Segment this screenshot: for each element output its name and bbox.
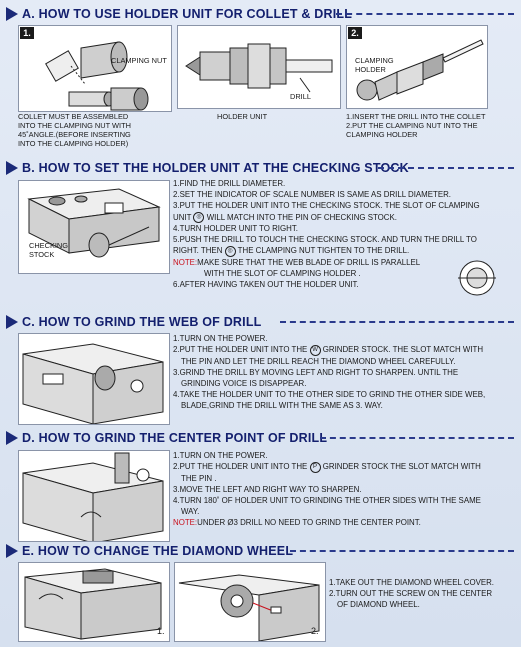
section-c-instructions: 1.TURN ON THE POWER. 2.PUT THE HOLDER UNIT INTO THE W GRINDER STOCK. THE SLOT MATCH WITH THE PIN AND LET THE DRILL REACH THE DIAMOND WHEEL CAREFULLY. 3.GRIND THE DRILL BY MOVING LEFT AND RIGHT TO SHARPEN. UNTIL THE GRINDING VOICE IS DISAPPEAR. 4.TAKE THE HOLDER UNIT TO THE OTHER SIDE TO GRIND THE OTHER SIDE WEB, BLADE,GRIND THE DRILL WITH THE SAME AS 3. WAY. — [173, 334, 486, 411]
section-b-instructions: 1.FIND THE DRILL DIAMETER. 2.SET THE INDICATOR OF SCALE NUMBER IS SAME AS DRILL DIAMETER. 3.PUT THE HOLDER UNIT INTO THE CHECKING STOCK. THE SLOT OF CLAMPING UNIT ◎ WILL MATCH INTO THE PIN OF CHECKING STOCK. 4.TURN HOLDER UNIT TO RIGHT. 5.PUSH THE DRILL TO TOUCH THE CHECKING STOCK. AND TURN THE DRILL TO RIGHT. THEN ◎ THE CLAMPING NUT TIGHTEN TO THE DRILL. NOTE:MAKE SURE THAT THE WEB BLADE OF DRILL IS PARALLEL WITH THE SLOT OF CLAMPING HOLDER . 6.AFTER HAVING TAKEN OUT THE HOLDER UNIT. — [173, 179, 480, 290]
note-label: NOTE: — [173, 257, 198, 267]
section-e-title: E. HOW TO CHANGE THE DIAMOND WHEEL — [22, 544, 294, 558]
grinder-web-illustration — [19, 334, 169, 424]
triangle-bullet-icon — [6, 161, 18, 175]
header-rule — [320, 437, 514, 439]
drill-slot-diagram — [454, 258, 500, 298]
holder-unit-illustration — [178, 26, 340, 108]
web-grinder-icon: W — [310, 345, 321, 356]
figure-number: 2. — [311, 626, 319, 636]
checking-stock-illustration — [19, 181, 169, 273]
figure-d — [18, 450, 170, 542]
clamping-nut-label: CLAMPING NUT — [111, 56, 167, 65]
wheel-cover-illustration — [19, 563, 169, 641]
step-number: 2. — [348, 27, 362, 39]
point-grinder-icon: P — [310, 462, 321, 473]
figure-a1-caption: COLLET MUST BE ASSEMBLED INTO THE CLAMPING NUT WITH 45˚ANGLE.(BEFORE INSERTING INTO THE CLAMPING HOLDER) — [18, 112, 131, 148]
drill-label: DRILL — [290, 92, 311, 101]
grinder-point-illustration — [19, 451, 169, 541]
figure-c — [18, 333, 170, 425]
figure-a1 — [18, 25, 172, 112]
triangle-bullet-icon — [6, 7, 18, 21]
figure-number: 1. — [157, 626, 165, 636]
header-rule — [378, 167, 514, 169]
section-d-title: D. HOW TO GRIND THE CENTER POINT OF DRILL — [22, 431, 328, 445]
header-rule — [290, 550, 514, 552]
figure-a3 — [346, 25, 488, 109]
section-b-header — [0, 158, 521, 178]
figure-e1 — [18, 562, 170, 642]
diamond-wheel-screw-illustration — [175, 563, 325, 641]
figure-a2-caption: HOLDER UNIT — [217, 112, 268, 121]
section-a-title: A. HOW TO USE HOLDER UNIT FOR COLLET & DRILL — [22, 7, 353, 21]
clamping-nut-icon: ◎ — [193, 212, 204, 223]
section-e-instructions: 1.TAKE OUT THE DIAMOND WHEEL COVER. 2.TURN OUT THE SCREW ON THE CENTER OF DIAMOND WHEEL. — [329, 578, 494, 610]
header-rule — [280, 321, 514, 323]
figure-a2 — [177, 25, 341, 109]
triangle-bullet-icon — [6, 315, 18, 329]
triangle-bullet-icon — [6, 431, 18, 445]
checking-stock-label: CHECKING STOCK — [29, 241, 69, 259]
collet-nut-illustration — [19, 26, 171, 111]
figure-e2 — [174, 562, 326, 642]
header-rule — [336, 13, 514, 15]
step-number: 1. — [20, 27, 34, 39]
section-b-title: B. HOW TO SET THE HOLDER UNIT AT THE CHECKING STOCK — [22, 161, 409, 175]
figure-b — [18, 180, 170, 274]
clamping-holder-label: CLAMPING HOLDER — [355, 56, 394, 74]
section-a-header — [0, 4, 521, 24]
clamping-nut-icon: ◎ — [225, 246, 236, 257]
figure-a3-caption: 1.INSERT THE DRILL INTO THE COLLET 2.PUT THE CLAMPING NUT INTO THE CLAMPING HOLDER — [346, 112, 486, 139]
section-d-header — [0, 428, 521, 448]
note-label: NOTE: — [173, 518, 198, 528]
section-c-title: C. HOW TO GRIND THE WEB OF DRILL — [22, 315, 262, 329]
triangle-bullet-icon — [6, 544, 18, 558]
section-e-header — [0, 541, 521, 561]
section-d-instructions: 1.TURN ON THE POWER. 2.PUT THE HOLDER UNIT INTO THE P GRINDER STOCK THE SLOT MATCH WITH THE PIN . 3.MOVE THE LEFT AND RIGHT WAY TO SHARPEN. 4.TURN 180˚ OF HOLDER UNIT TO GRINDING THE OTHER SIDES WITH THE SAME WAY. NOTE:UNDER Ø3 DRILL NO NEED TO GRIND THE CENTER POINT. — [173, 451, 481, 528]
section-c-header — [0, 312, 521, 332]
